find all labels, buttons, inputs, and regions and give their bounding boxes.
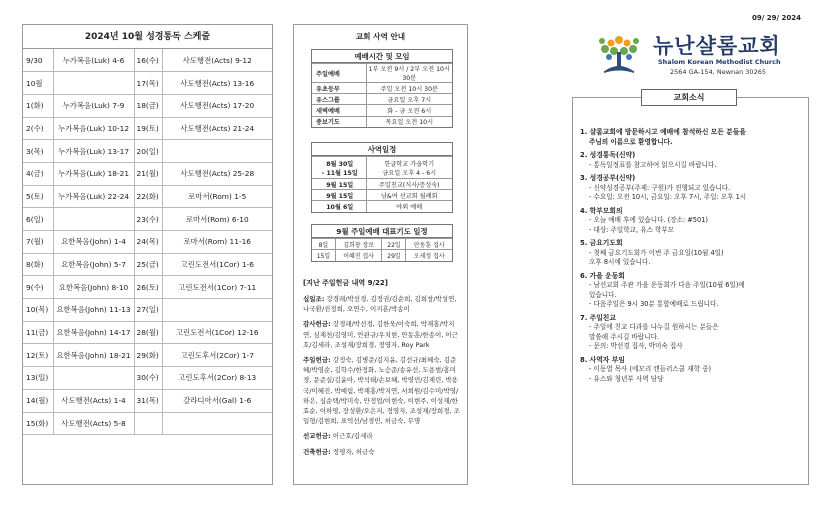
news-item (580, 151, 806, 170)
schedule-date: 18(금) (134, 94, 162, 117)
news-line: 말씀해 주시길 바랍니다. (589, 332, 659, 341)
news-list (580, 128, 806, 388)
events-header: 사역일정 (312, 143, 452, 156)
worship-name: 새벽예배 (312, 105, 366, 116)
event-desc (366, 190, 452, 201)
offering-item (303, 319, 461, 350)
schedule-date: 30(수) (134, 367, 162, 390)
schedule-row (23, 276, 272, 299)
worship-name: 주일예배 (312, 64, 366, 83)
offering-item (303, 447, 461, 457)
schedule-row (23, 208, 272, 231)
worship-time: 화 - 금 오전 6시 (366, 105, 452, 116)
schedule-date: 29(화) (134, 344, 162, 367)
news-line: - 주일에 친교 다과를 나누길 원하시는 분들은 (589, 323, 719, 331)
event-desc-line: 한글학교 가을학기 (384, 160, 435, 168)
schedule-row (23, 140, 272, 163)
schedule-date: 27(일) (134, 299, 162, 322)
schedule-date: 23(수) (134, 208, 162, 231)
schedule-row (23, 231, 272, 254)
schedule-reading: 누가복음(Luk) 4-6 (53, 49, 134, 72)
news-line: - 통독일정표를 참고하여 읽으시길 바랍니다. (589, 160, 717, 169)
news-item (580, 239, 806, 268)
schedule-title: 2024년 10월 성경통독 스케줄 (23, 25, 272, 49)
news-line: 주님의 이름으로 환영합니다. (589, 137, 673, 146)
worship-name: 유스그룹 (312, 94, 366, 105)
news-item (580, 128, 806, 147)
event-date-line: - 11월 15일 (321, 169, 358, 177)
event-desc (366, 157, 452, 179)
schedule-row (23, 72, 272, 95)
schedule-row (23, 117, 272, 140)
schedule-reading: 로마서(Rom) 1-5 (162, 185, 272, 208)
schedule-reading: 갈라디아서(Gal) 1-6 (162, 389, 272, 412)
news-title: 교회소식 (641, 89, 737, 106)
news-item (580, 356, 806, 385)
schedule-row (23, 253, 272, 276)
schedule-date: 4(금) (23, 162, 53, 185)
church-address: 2564 GA-154, Newnan 30265 (670, 68, 766, 76)
news-heading: 4. 학부모회의 (580, 206, 623, 215)
schedule-date: 11(금) (23, 321, 53, 344)
event-date (312, 157, 366, 179)
schedule-row (23, 389, 272, 412)
prayer-person: 김희창 장로 (335, 239, 382, 250)
schedule-date: 19(토) (134, 117, 162, 140)
schedule-date: 9/30 (23, 49, 53, 72)
news-line: - 문의: 박선경 집사, 박미숙 집사 (589, 342, 683, 350)
prayer-person: 이혜진 집사 (335, 250, 382, 261)
schedule-date: 26(토) (134, 276, 162, 299)
schedule-reading (162, 299, 272, 322)
news-line: - 이동열 목사 (에모리 캔들러스쿨 재학 중) (589, 365, 712, 373)
worship-row (312, 105, 452, 116)
schedule-date: 22(화) (134, 185, 162, 208)
schedule-row (23, 344, 272, 367)
schedule-date: 25(금) (134, 253, 162, 276)
schedule-reading: 사도행전(Acts) 17-20 (162, 94, 272, 117)
schedule-reading: 사도행전(Acts) 9-12 (162, 49, 272, 72)
news-heading: 6. 가을 운동회 (580, 271, 625, 280)
schedule-reading (53, 208, 134, 231)
news-line: 오후 8시에 있습니다. (589, 258, 651, 266)
tree-logo-icon (596, 30, 642, 76)
news-line: - 수요일: 오전 10시, 금요일: 오후 7시, 주일: 오후 1시 (589, 193, 747, 201)
schedule-reading: 누가복음(Luk) 7-9 (53, 94, 134, 117)
offering-names: 정영자, 허금숙 (330, 447, 375, 456)
schedule-date: 24(목) (134, 231, 162, 254)
prayer-date: 8일 (312, 239, 335, 250)
ministry-panel (293, 24, 468, 485)
schedule-reading: 사도행전(Acts) 1-4 (53, 389, 134, 412)
schedule-reading: 누가복음(Luk) 22-24 (53, 185, 134, 208)
schedule-reading: 사도행전(Acts) 13-16 (162, 72, 272, 95)
news-heading: 3. 성경공부(신약) (580, 174, 636, 182)
schedule-date: 7(월) (23, 231, 53, 254)
event-desc-line: 금요일 오후 4 - 6시 (382, 169, 437, 177)
news-line: - 신약성경공부(주제: 구원)가 진행되고 있습니다. (589, 183, 731, 192)
offering-names: 강정숙, 김병준/김지윤, 김선규/최혜숙, 김준혜/박영순, 김학수/한정화, 노승준/송유선, 도용범/홍미경, 문준실/김윤아, 박석태/손보혜, 박영민/김재린, 박용국/이혜진, 박예림, 박재홍/박지연, 서희원/김수미/박영/하은, 심순택/박미숙, 안정업/이현숙, 이현주, 이성재/한효순, 이하영, 장성환/오은지, 정영자, 조성재/장희경, 조일형/김현희, 표억선/남경민, 허금숙, 무명 (303, 356, 460, 426)
schedule-reading: 요한복음(John) 18-21 (53, 344, 134, 367)
schedule-date: 31(목) (134, 389, 162, 412)
event-date (312, 179, 366, 190)
worship-header: 예배시간 및 모임 (312, 50, 452, 63)
schedule-row (23, 162, 272, 185)
worship-time: 1부 오전 9시 / 2부 오전 10시 30분 (366, 64, 452, 83)
offering-names: 강경래/박선경, 김정권/김순희, 김희창/박성연, 나국환/진정희, 오연수, 이지훈/박송이 (303, 295, 457, 314)
news-line: - 다음주일은 9시 30분 통합예배로 드립니다. (589, 300, 719, 308)
news-line: - 첫째 금요기도회가 이번 주 금요일(10월 4일) (589, 248, 724, 257)
news-heading: 7. 주일친교 (580, 313, 616, 322)
schedule-reading: 요한복음(John) 8-10 (53, 276, 134, 299)
schedule-date: 16(수) (134, 49, 162, 72)
schedule-table (23, 49, 272, 435)
events-box (311, 142, 453, 213)
schedule-date: 8(화) (23, 253, 53, 276)
schedule-row (23, 367, 272, 390)
worship-name: 중보기도 (312, 116, 366, 127)
prayer-person: 안동훈 집사 (406, 239, 452, 250)
event-desc-line: 주일친교(식사/증성숙) (378, 181, 440, 189)
offering-item (303, 355, 461, 426)
offering-label: 감사헌금: (303, 320, 331, 329)
event-desc (366, 179, 452, 190)
schedule-date: 5(토) (23, 185, 53, 208)
schedule-date: 13(일) (23, 367, 53, 390)
schedule-date: 20(일) (134, 140, 162, 163)
schedule-reading: 로마서(Rom) 11-16 (162, 231, 272, 254)
prayer-row (312, 239, 452, 250)
prayer-date: 22일 (382, 239, 406, 250)
schedule-date: 14(월) (23, 389, 53, 412)
prayer-person: 오세정 집사 (406, 250, 452, 261)
worship-times-box (311, 49, 453, 128)
prayer-header: 9월 주일예배 대표기도 일정 (312, 225, 452, 238)
schedule-row (23, 185, 272, 208)
event-row (312, 190, 452, 201)
worship-row (312, 116, 452, 127)
schedule-reading: 요한복음(John) 5-7 (53, 253, 134, 276)
offering-names: 강경래/박선경, 김한욱/이숙희, 박재홍/박지연, 심재천/김영미, 안관규/우치현, 안동훈/한송이, 이근호/김세라, 조성재/장희경, 정영자, Roy Park (303, 320, 458, 349)
event-desc-line: 남&여 선교회 월례회 (380, 192, 438, 200)
schedule-row (23, 412, 272, 435)
schedule-date: 6(일) (23, 208, 53, 231)
schedule-date: 17(목) (134, 72, 162, 95)
schedule-row (23, 94, 272, 117)
schedule-date: 15(화) (23, 412, 53, 435)
schedule-reading: 요한복음(John) 1-4 (53, 231, 134, 254)
schedule-reading: 사도행전(Acts) 21-24 (162, 117, 272, 140)
schedule-reading (53, 367, 134, 390)
offering-title: [지난 주일헌금 내역 9/22] (303, 279, 388, 287)
offering-list (303, 278, 461, 462)
news-line: - 대상: 주일학교, 유스 학부모 (589, 225, 675, 234)
worship-time: 금요일 오후 7시 (366, 94, 452, 105)
event-date-line: 9월 15일 (326, 181, 354, 189)
offering-label: 주일헌금: (303, 356, 331, 365)
schedule-reading: 요한복음(John) 11-13 (53, 299, 134, 322)
offering-item (303, 294, 461, 314)
news-item (580, 174, 806, 203)
schedule-reading: 고린도전서(1Cor) 12-16 (162, 321, 272, 344)
ministry-title: 교회 사역 안내 (355, 32, 406, 41)
event-date (312, 201, 366, 212)
worship-name: 유초등부 (312, 83, 366, 94)
schedule-reading (162, 412, 272, 435)
worship-row (312, 83, 452, 94)
church-name-english: Shalom Korean Methodist Church (658, 58, 781, 66)
schedule-reading: 사도행전(Acts) 5-8 (53, 412, 134, 435)
event-date-line: 10월 6일 (326, 204, 354, 212)
news-heading: 2. 성경통독(신약) (580, 151, 636, 159)
schedule-reading: 요한복음(John) 14-17 (53, 321, 134, 344)
schedule-date: 2(수) (23, 117, 53, 140)
news-line: - 남선교회 주관 가을 운동회가 다음 주일(10월 6일)에 (589, 281, 745, 289)
event-row (312, 179, 452, 190)
schedule-reading: 누가복음(Luk) 13-17 (53, 140, 134, 163)
schedule-row (23, 299, 272, 322)
event-date-line: 9월 15일 (326, 192, 354, 200)
event-desc (366, 201, 452, 212)
church-news-panel (572, 93, 809, 485)
news-item (580, 207, 806, 236)
news-item (580, 314, 806, 352)
schedule-reading (53, 72, 134, 95)
news-line: 있습니다. (589, 290, 617, 299)
news-heading: 1. 샬롬교회에 방문하시고 예배에 참석하신 모든 분들을 (580, 128, 746, 136)
news-heading: 8. 사역자 부임 (580, 355, 625, 364)
schedule-date: 28(월) (134, 321, 162, 344)
news-line: - 유스와 청년부 사역 담당 (589, 374, 664, 383)
offering-label: 십일조: (303, 295, 325, 303)
offering-item (303, 431, 461, 441)
schedule-date: 21(월) (134, 162, 162, 185)
prayer-row (312, 250, 452, 261)
worship-time: 목요일 오전 10시 (366, 116, 452, 127)
schedule-reading: 고린도전서(1Cor) 7-11 (162, 276, 272, 299)
schedule-reading: 고린도후서(2Cor) 1-7 (162, 344, 272, 367)
schedule-reading: 누가복음(Luk) 10-12 (53, 117, 134, 140)
worship-row (312, 64, 452, 83)
event-row (312, 157, 452, 179)
church-name-korean: 뉴난샬롬교회 (653, 34, 781, 58)
schedule-reading: 로마서(Rom) 6-10 (162, 208, 272, 231)
schedule-reading: 누가복음(Luk) 18-21 (53, 162, 134, 185)
prayer-date: 29일 (382, 250, 406, 261)
schedule-reading: 사도행전(Acts) 25-28 (162, 162, 272, 185)
reading-schedule (22, 24, 273, 485)
bulletin-date: 09/ 29/ 2024 (752, 14, 801, 22)
schedule-reading: 고린도후서(2Cor) 8-13 (162, 367, 272, 390)
schedule-reading: 고린도전서(1Cor) 1-6 (162, 253, 272, 276)
news-heading: 5. 금요기도회 (580, 239, 623, 247)
offering-names: 이근호/김세라 (330, 432, 373, 441)
news-item (580, 272, 806, 310)
schedule-date: 3(목) (23, 140, 53, 163)
offering-label: 선교헌금: (303, 432, 331, 441)
worship-time: 주일 오전 10시 30분 (366, 83, 452, 94)
event-desc-line: 야외 예배 (396, 204, 423, 212)
prayer-date: 15일 (312, 250, 335, 261)
schedule-date: 12(토) (23, 344, 53, 367)
news-line: - 오늘 예배 후에 있습니다. (장소: #501) (589, 216, 708, 224)
schedule-row (23, 49, 272, 72)
schedule-reading (162, 140, 272, 163)
event-row (312, 201, 452, 212)
schedule-date: 1(화) (23, 94, 53, 117)
schedule-date: 10월 (23, 72, 53, 95)
schedule-date: 10(목) (23, 299, 53, 322)
offering-label: 건축헌금: (303, 447, 331, 456)
schedule-date (134, 412, 162, 435)
event-date-line: 8월 30일 (326, 160, 354, 168)
schedule-date: 9(수) (23, 276, 53, 299)
schedule-row (23, 321, 272, 344)
worship-row (312, 94, 452, 105)
event-date (312, 190, 366, 201)
prayer-box (311, 224, 453, 262)
